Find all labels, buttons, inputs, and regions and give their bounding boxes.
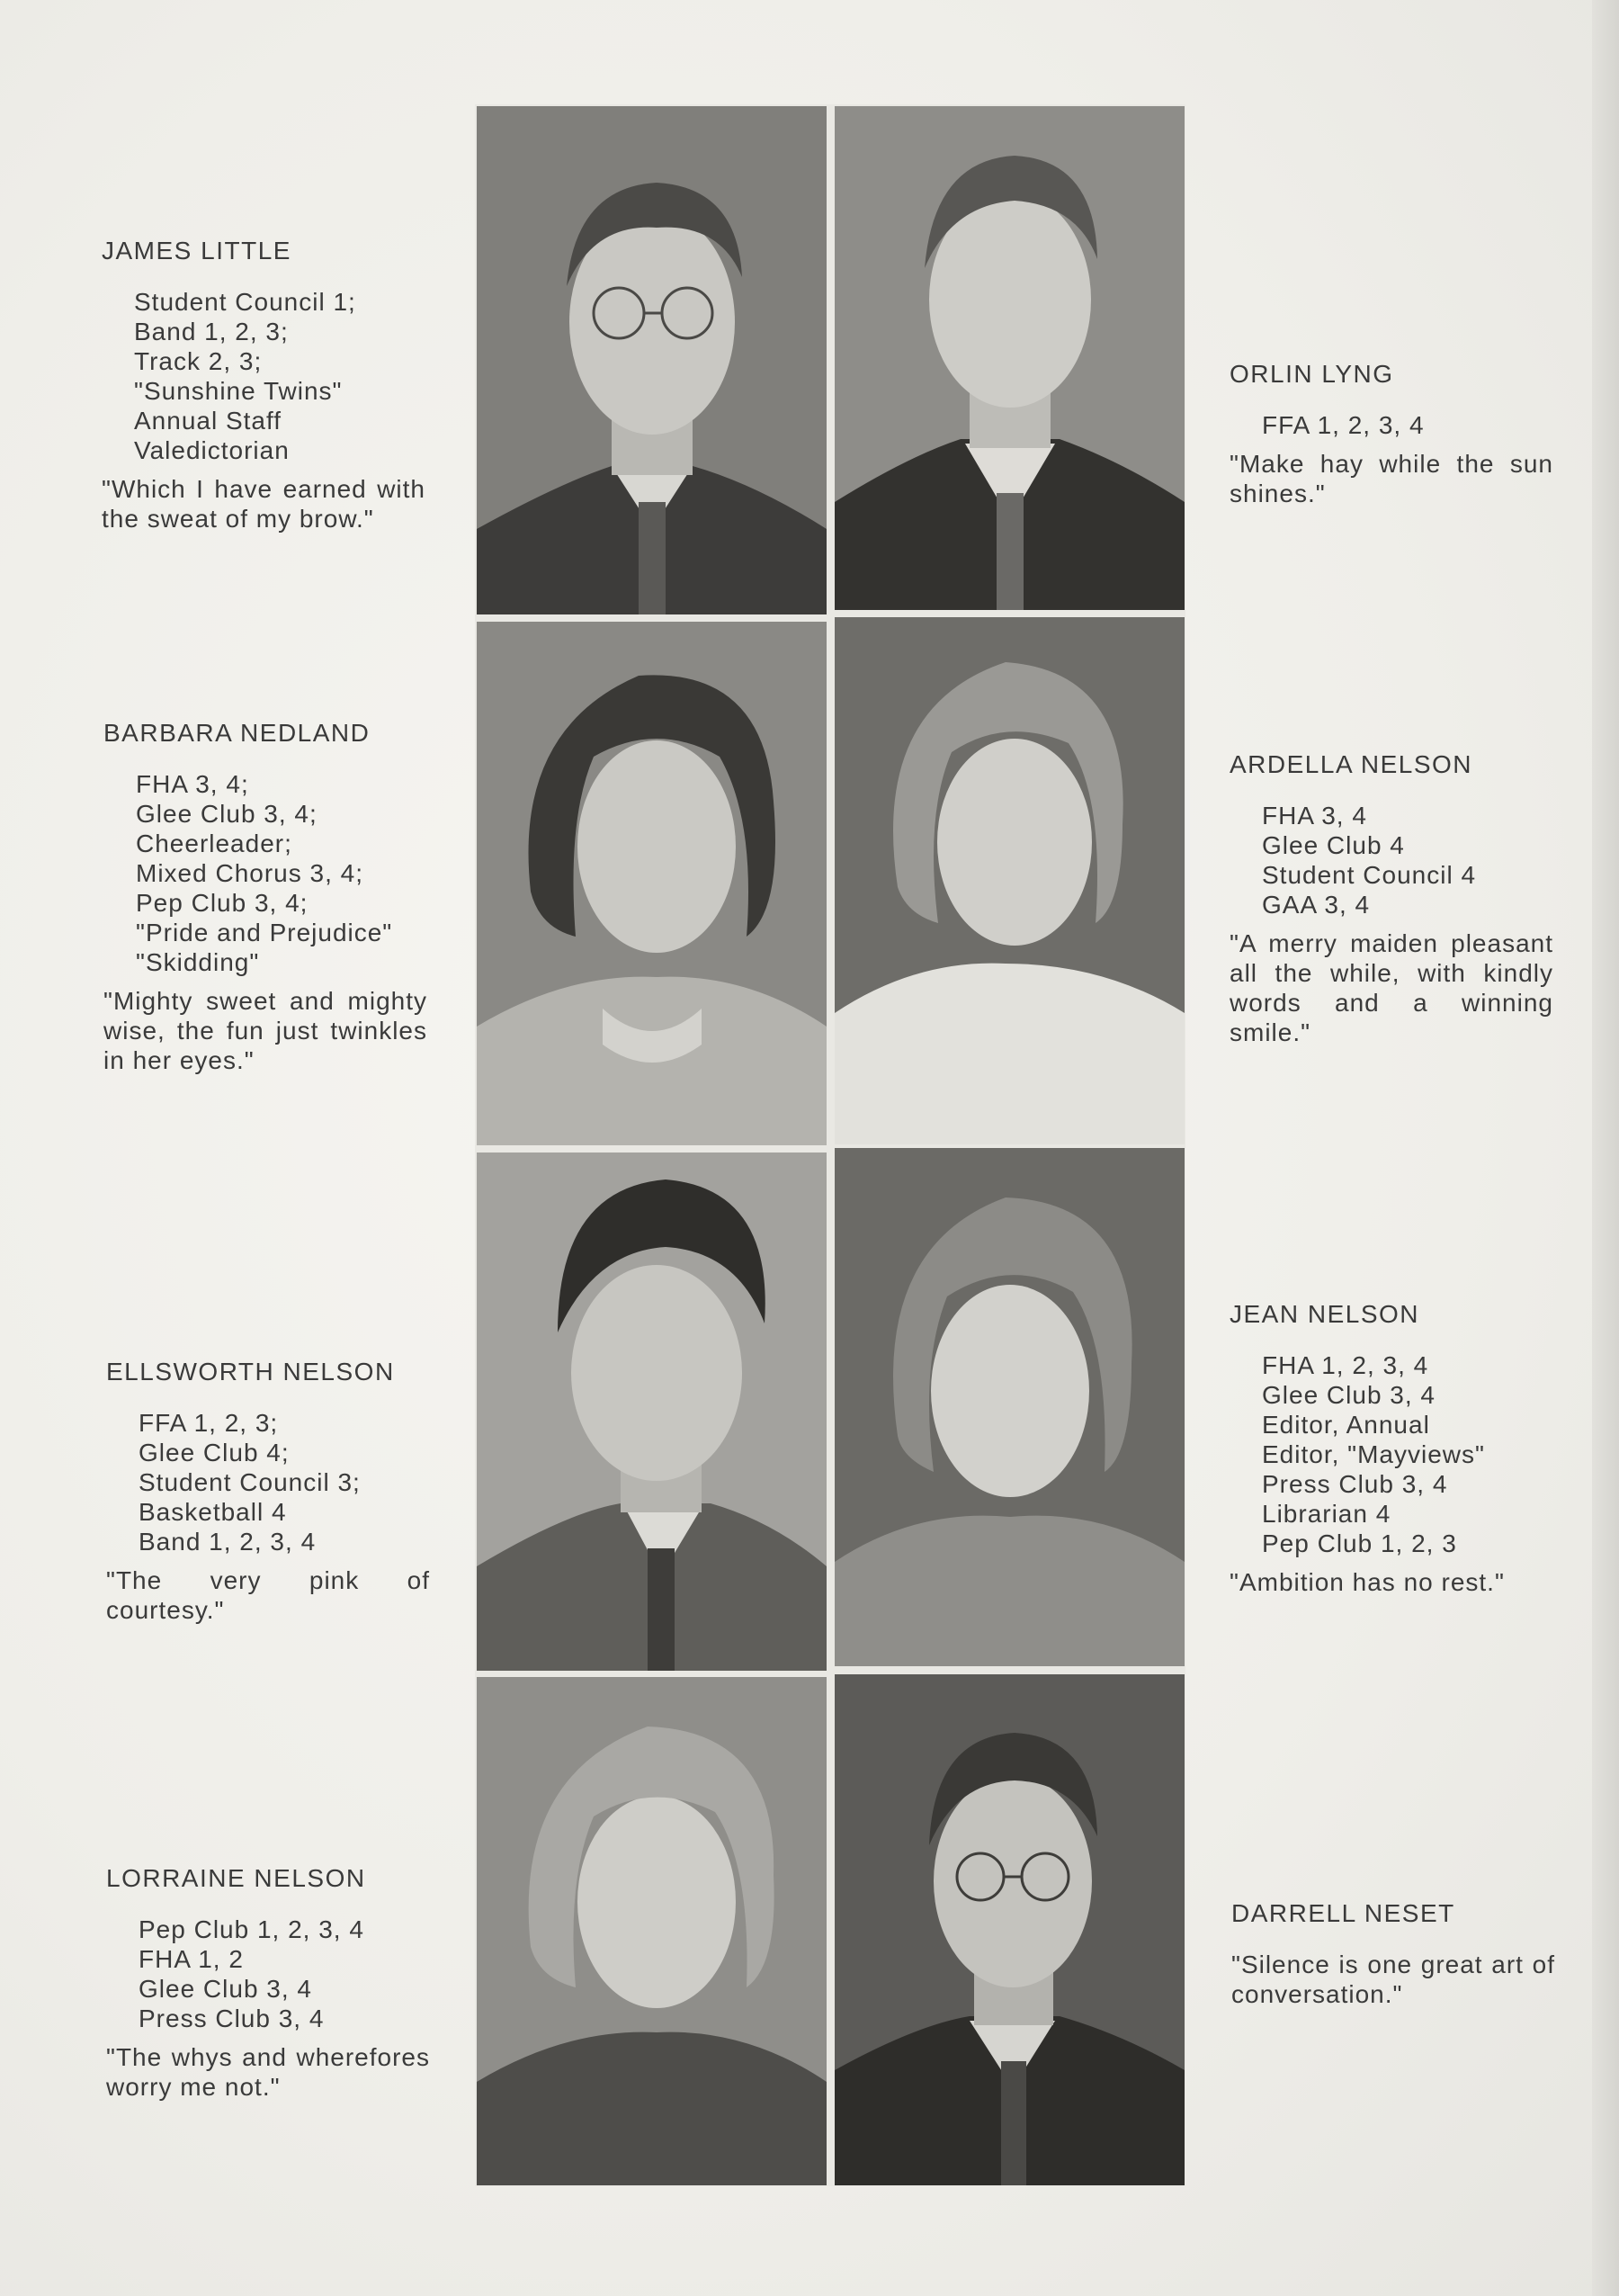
student-name: ORLIN LYNG (1230, 360, 1394, 388)
portrait-orlin-lyng (835, 106, 1185, 610)
student-quote: "Silence is one great art of conversation." (1231, 1951, 1555, 2008)
activity-item: Glee Club 4 (1262, 831, 1405, 859)
portrait-ellsworth-nelson (477, 1152, 827, 1671)
portrait-grid (475, 104, 1185, 2186)
activity-item: Editor, Annual (1262, 1411, 1430, 1439)
student-entry-orlin-lyng (1230, 359, 1553, 508)
activity-item: Press Club 3, 4 (1262, 1470, 1448, 1498)
activity-list (1262, 410, 1553, 440)
student-quote: "Which I have earned with the sweat of my brow." (102, 475, 425, 533)
portrait-james-little (477, 106, 827, 614)
activity-item: FFA 1, 2, 3, 4 (1262, 411, 1425, 439)
student-entry-lorraine-nelson (106, 1863, 430, 2102)
activity-list (1262, 801, 1553, 919)
activity-item: Band 1, 2, 3; (134, 318, 289, 345)
activity-item: Glee Club 3, 4 (139, 1975, 312, 2003)
activity-item: "Skidding" (136, 948, 260, 976)
activity-item: Valedictorian (134, 436, 290, 464)
activity-list (139, 1408, 430, 1556)
activity-item: Mixed Chorus 3, 4; (136, 859, 363, 887)
student-entry-james-little (102, 236, 425, 534)
student-quote: "A merry maiden pleasant all the while, with kindly words and a winning smile." (1230, 929, 1553, 1046)
student-name: JEAN NELSON (1230, 1300, 1419, 1328)
activity-item: Annual Staff (134, 407, 282, 435)
portrait-lorraine-nelson (477, 1677, 827, 2185)
activity-item: FHA 3, 4; (136, 770, 249, 798)
student-quote: "Mighty sweet and mighty wise, the fun just twinkles in her eyes." (103, 987, 427, 1074)
activity-item: "Sunshine Twins" (134, 377, 343, 405)
page-edge (1592, 0, 1619, 2296)
activity-item: Cheerleader; (136, 830, 292, 857)
activity-item: GAA 3, 4 (1262, 891, 1371, 919)
portrait-ardella-nelson (835, 617, 1185, 1144)
activity-item: "Pride and Prejudice" (136, 919, 393, 946)
activity-item: Student Council 1; (134, 288, 356, 316)
student-name: DARRELL NESET (1231, 1899, 1455, 1927)
activity-item: Editor, "Mayviews" (1262, 1440, 1485, 1468)
student-quote: "The very pink of courtesy." (106, 1566, 430, 1624)
portrait-darrell-neset (835, 1674, 1185, 2185)
activity-item: Track 2, 3; (134, 347, 263, 375)
student-quote: "Make hay while the sun shines." (1230, 450, 1553, 507)
activity-list (1262, 1350, 1553, 1558)
activity-item: Glee Club 3, 4 (1262, 1381, 1436, 1409)
student-name: BARBARA NEDLAND (103, 719, 371, 747)
activity-list (136, 769, 427, 977)
activity-item: FHA 3, 4 (1262, 802, 1367, 830)
student-name: LORRAINE NELSON (106, 1864, 366, 1892)
student-name: ARDELLA NELSON (1230, 750, 1472, 778)
activity-item: Glee Club 4; (139, 1439, 290, 1466)
activity-item: Student Council 3; (139, 1468, 361, 1496)
activity-item: Basketball 4 (139, 1498, 287, 1526)
activity-item: Librarian 4 (1262, 1500, 1391, 1528)
student-entry-jean-nelson (1230, 1299, 1553, 1597)
student-entry-darrell-neset (1231, 1898, 1555, 2009)
activity-item: Press Club 3, 4 (139, 2005, 325, 2032)
activity-item: Pep Club 1, 2, 3, 4 (139, 1915, 364, 1943)
activity-list (139, 1915, 430, 2033)
student-name: ELLSWORTH NELSON (106, 1358, 395, 1386)
activity-item: Glee Club 3, 4; (136, 800, 318, 828)
student-entry-ardella-nelson (1230, 749, 1553, 1047)
activity-item: FHA 1, 2 (139, 1945, 244, 1973)
activity-item: Pep Club 3, 4; (136, 889, 309, 917)
activity-item: Student Council 4 (1262, 861, 1477, 889)
student-quote: "The whys and wherefores worry me not." (106, 2043, 430, 2101)
activity-item: FHA 1, 2, 3, 4 (1262, 1351, 1429, 1379)
activity-item: Pep Club 1, 2, 3 (1262, 1529, 1457, 1557)
portrait-jean-nelson (835, 1148, 1185, 1666)
activity-list (134, 287, 425, 465)
student-quote: "Ambition has no rest." (1230, 1568, 1505, 1596)
student-entry-ellsworth-nelson (106, 1357, 430, 1625)
portrait-barbara-nedland (477, 622, 827, 1145)
activity-item: Band 1, 2, 3, 4 (139, 1528, 317, 1556)
activity-item: FFA 1, 2, 3; (139, 1409, 279, 1437)
student-entry-barbara-nedland (103, 718, 427, 1075)
student-name: JAMES LITTLE (102, 237, 291, 265)
